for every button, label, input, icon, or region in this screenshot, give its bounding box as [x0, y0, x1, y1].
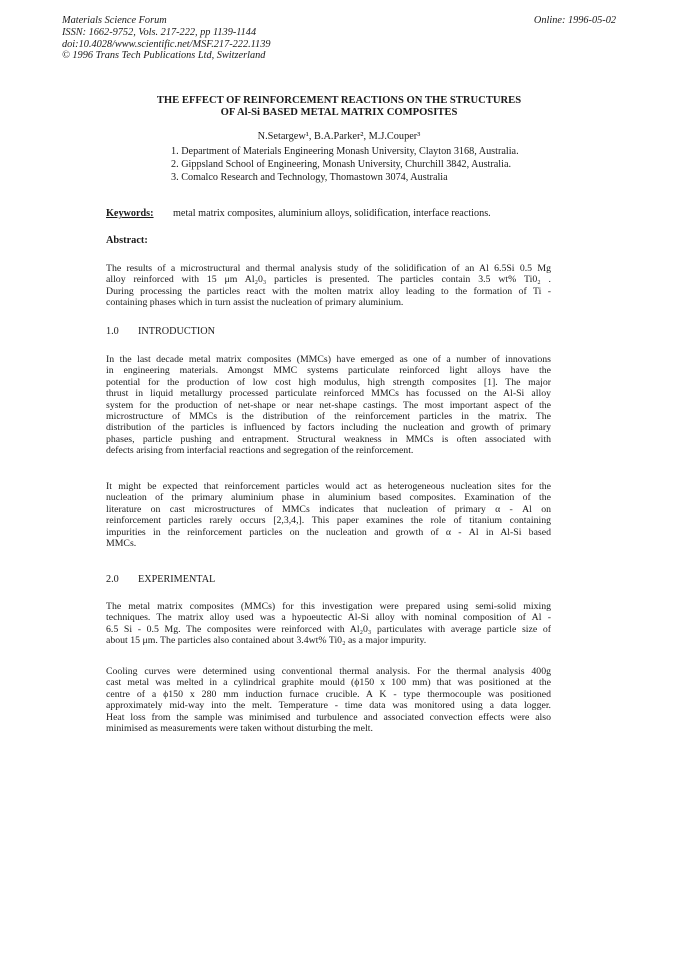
section-title: INTRODUCTION	[138, 326, 215, 337]
keywords-text: metal matrix composites, aluminium alloys, solidification, interface reactions.	[173, 208, 491, 219]
introduction-paragraph-2	[106, 481, 551, 549]
section-number: 1.0	[106, 326, 119, 337]
issn-line: ISSN: 1662-9752, Vols. 217-222, pp 1139-1144	[62, 26, 257, 38]
paper-title	[60, 95, 618, 119]
text-line: phases, particle pushing and entrapment. Structural weakness in MMCs is often associated with	[106, 433, 551, 445]
abstract-heading: Abstract:	[106, 235, 148, 246]
experimental-paragraph-1	[106, 601, 551, 647]
text-line: centre of a ϕ150 x 280 mm induction furnace crucible. A K - type thermocouple was positioned	[106, 688, 551, 700]
text-line: techniques. The matrix alloy used was a hypoeutectic Al-Si alloy with nominal composition of Al -	[106, 612, 551, 624]
affiliations	[171, 145, 519, 184]
section-heading-experimental	[106, 574, 215, 585]
keywords-label: Keywords:	[106, 208, 154, 219]
affiliation-1: 1. Department of Materials Engineering Monash University, Clayton 3168, Australia.	[171, 146, 519, 157]
text-line: defects arising from interfacial reactions and segregation of the reinforcement.	[106, 445, 414, 457]
text-line: microstructure of MMCs is the distribution of the reinforcement particles in the matrix. The	[106, 411, 551, 423]
keywords	[106, 208, 491, 219]
experimental-paragraph-2	[106, 666, 551, 734]
section-number: 2.0	[106, 574, 119, 585]
title-line-1: THE EFFECT OF REINFORCEMENT REACTIONS ON THE STRUCTURES	[156, 95, 522, 106]
text-line: reinforcement particles rarely occurs [2,3,4,]. This paper examines the role of titanium containing	[106, 515, 551, 527]
section-heading-introduction	[106, 326, 215, 337]
text-line: Cooling curves were determined using conventional thermal analysis. For the thermal analysis 400g	[106, 666, 551, 677]
text-line: During processing the particles react with the molten matrix alloy leading to the formation of Ti -	[106, 285, 551, 297]
text-line: Heat loss from the sample was minimised and turbulence and associated convection effects were also	[106, 711, 551, 723]
section-title: EXPERIMENTAL	[138, 574, 216, 585]
text-line: MMCs.	[106, 538, 137, 550]
text-line: distribution of the particles is influenced by factors including the nucleation and growth of primary	[106, 422, 551, 434]
text-line: literature on cast microstructures of MMCs indicates that nucleation of primary α - Al on	[106, 503, 551, 515]
text-line: The results of a microstructural and thermal analysis study of the solidification of an Al 6.5Si 0.5 Mg	[106, 263, 551, 274]
text-line: It might be expected that reinforcement particles would act as heterogeneous nucleation sites for the	[106, 481, 551, 492]
journal-name: Materials Science Forum	[62, 15, 167, 26]
doi-line: doi:10.4028/www.scientific.net/MSF.217-222.1139	[62, 38, 271, 50]
title-line-2: OF Al-Si BASED METAL MATRIX COMPOSITES	[220, 107, 458, 118]
text-line: alloy reinforced with 15 μm Al₂0₃ particles is presented. The particles contain 3.5 wt% Ti0₂ .	[106, 274, 551, 286]
text-line: about 15 μm. The particles also contained about 3.4wt% Ti0₂ as a major impurity.	[106, 635, 427, 647]
introduction-paragraph-1	[106, 354, 551, 457]
copyright-line: © 1996 Trans Tech Publications Ltd, Switzerland	[62, 50, 266, 62]
text-line: thrust in liquid metallurgy processed particulate reinforced MMCs has focussed on the Al-Si alloy	[106, 388, 551, 400]
affiliation-2: 2. Gippsland School of Engineering, Monash University, Churchill 3842, Australia.	[171, 159, 512, 170]
text-line: nucleation of the primary aluminium phase in aluminium based composites. Examination of the	[106, 492, 551, 504]
text-line: in engineering materials. Amongst MMC systems particulate reinforced light alloys have the	[106, 365, 551, 377]
text-line: system for the production of net-shape or near net-shape castings. The most important aspect of the	[106, 399, 551, 411]
text-line: minimised as measurements were taken without disturbing the melt.	[106, 723, 373, 735]
author-list: N.Setargew¹, B.A.Parker², M.J.Couper³	[257, 131, 421, 142]
text-line: 6.5 Si - 0.5 Mg. The composites were reinforced with Al₂0₃ particulates with average particle size of	[106, 623, 551, 635]
online-date: Online: 1996-05-02	[533, 15, 616, 26]
affiliation-3: 3. Comalco Research and Technology, Thomastown 3074, Australia	[171, 172, 448, 183]
text-line: potential for the production of low cost high modulus, high strength composites [1]. The major	[106, 376, 551, 388]
text-line: The metal matrix composites (MMCs) for this investigation were prepared using semi-solid mixing	[106, 601, 551, 612]
text-line: approximately mid-way into the melt. Temperature - time data was monitored using a data logger.	[106, 700, 551, 712]
journal-header	[62, 15, 271, 62]
text-line: impurities in the reinforcement particles on the nucleation and growth of α - Al in Al-Si based	[106, 526, 551, 538]
abstract-paragraph	[106, 263, 551, 309]
text-line: In the last decade metal matrix composites (MMCs) have emerged as one of a number of innovations	[106, 354, 551, 365]
text-line: cast metal was melted in a cylindrical graphite mould (ϕ150 x 100 mm) that was positioned at the	[106, 677, 551, 689]
text-line: containing phases which in turn assist the nucleation of primary aluminium.	[106, 297, 404, 309]
